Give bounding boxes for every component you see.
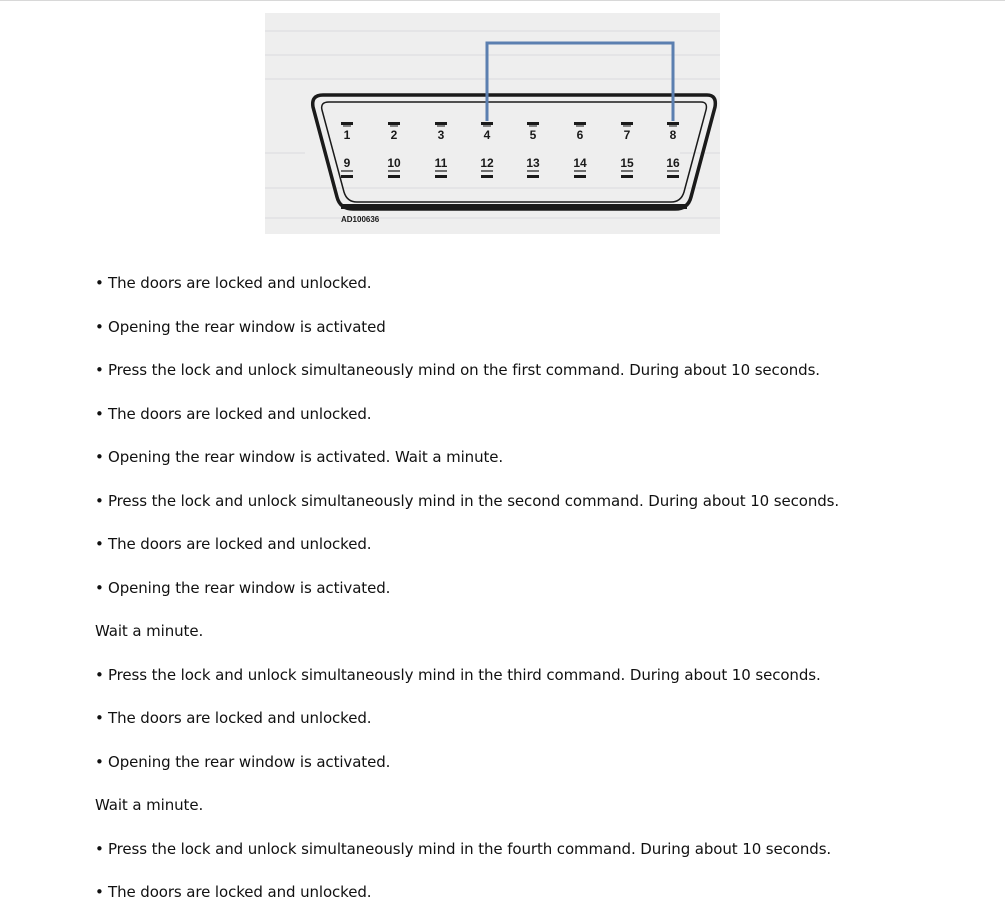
pin-7 xyxy=(621,122,633,142)
bullet-marker: • xyxy=(95,404,104,423)
line-text: Opening the rear window is activated. Wait a minute. xyxy=(108,448,504,466)
pin-4 xyxy=(481,122,493,142)
bullet-marker: • xyxy=(95,317,104,336)
pin-contact xyxy=(667,175,679,178)
pin-9 xyxy=(341,156,353,178)
pin-contact xyxy=(667,122,679,125)
obd-connector-diagram xyxy=(265,13,720,234)
bullet-item xyxy=(95,448,503,466)
connector-svg xyxy=(265,13,720,234)
pin-contact xyxy=(481,175,493,178)
pin-contact xyxy=(388,122,400,125)
pin-6 xyxy=(574,122,586,142)
bullet-item xyxy=(95,492,839,510)
line-text: The doors are locked and unlocked. xyxy=(108,274,372,292)
pin-14 xyxy=(573,156,587,178)
line-text: Press the lock and unlock simultaneously mind in the fourth command. During about 10 seconds. xyxy=(108,839,832,858)
bullet-marker: • xyxy=(95,448,104,466)
line-text: Wait a minute. xyxy=(95,622,204,640)
bullet-marker: • xyxy=(95,274,104,292)
bullet-marker: • xyxy=(95,361,104,379)
line-text: The doors are locked and unlocked. xyxy=(108,883,372,901)
line-text: Press the lock and unlock simultaneously mind on the first command. During about 10 seconds. xyxy=(108,361,820,379)
pin-13 xyxy=(526,156,540,178)
pin-contact xyxy=(388,175,400,178)
bullet-marker: • xyxy=(95,883,104,901)
pin-label: 13 xyxy=(526,156,540,170)
pin-3 xyxy=(435,122,447,142)
bullet-item xyxy=(95,840,831,858)
line-text: Wait a minute. xyxy=(95,796,204,814)
connector-inner-shell xyxy=(322,102,707,202)
bullet-marker: • xyxy=(95,665,104,684)
bullet-item xyxy=(95,274,371,292)
bullet-item xyxy=(95,535,371,553)
bullet-marker: • xyxy=(95,752,104,771)
bullet-item xyxy=(95,579,390,597)
pin-16 xyxy=(666,156,680,178)
bullet-item xyxy=(95,666,821,684)
pin-label: 3 xyxy=(437,128,445,142)
pin-contact xyxy=(481,122,493,125)
pin-2 xyxy=(388,122,400,142)
pin-label: 15 xyxy=(620,156,634,170)
pin-label: 16 xyxy=(666,156,680,170)
pin-label: 4 xyxy=(483,128,491,142)
bullet-item xyxy=(95,318,386,336)
pin-contact xyxy=(341,122,353,125)
pin-15 xyxy=(620,156,634,178)
line-text: Opening the rear window is activated. xyxy=(108,752,391,771)
paragraph-line xyxy=(95,622,203,640)
line-text: The doors are locked and unlocked. xyxy=(108,535,372,553)
bullet-item xyxy=(95,753,390,771)
page-top-border xyxy=(0,0,1005,1)
connector-flange xyxy=(341,204,687,209)
pin-contact xyxy=(574,122,586,125)
connector-outer-shell xyxy=(313,95,716,209)
pin-contact xyxy=(435,122,447,125)
pin-8 xyxy=(667,122,679,142)
bullet-item xyxy=(95,405,371,423)
bullet-marker: • xyxy=(95,491,104,510)
pin-contact xyxy=(435,175,447,178)
pin-label: 10 xyxy=(387,156,401,170)
line-text: The doors are locked and unlocked. xyxy=(108,709,372,727)
line-text: Opening the rear window is activated. xyxy=(108,578,391,597)
bullet-item xyxy=(95,883,371,901)
pin-12 xyxy=(480,156,494,178)
paragraph-line xyxy=(95,796,203,814)
pin-label: 7 xyxy=(623,128,631,142)
line-text: The doors are locked and unlocked. xyxy=(108,404,372,423)
pin-contact xyxy=(527,175,539,178)
pin-label: 11 xyxy=(434,156,448,170)
bullet-marker: • xyxy=(95,839,104,858)
pin-5 xyxy=(527,122,539,142)
bullet-marker: • xyxy=(95,535,104,553)
pin-group xyxy=(341,122,680,178)
pin-11 xyxy=(435,156,448,178)
pin-label: 9 xyxy=(343,156,351,170)
pin-contact xyxy=(621,122,633,125)
pin-label: 14 xyxy=(573,156,587,170)
bullet-item xyxy=(95,709,371,727)
pin-label: 5 xyxy=(529,128,537,142)
pin-label: 6 xyxy=(576,128,584,142)
bullet-marker: • xyxy=(95,709,104,727)
pin-10 xyxy=(387,156,401,178)
line-text: Opening the rear window is activated xyxy=(108,317,386,336)
pin-contact xyxy=(574,175,586,178)
pin-contact xyxy=(341,175,353,178)
line-text: Press the lock and unlock simultaneously mind in the third command. During about 10 seconds. xyxy=(108,665,821,684)
pin-contact xyxy=(527,122,539,125)
pin-label: 12 xyxy=(480,156,494,170)
pin-label: 1 xyxy=(343,128,351,142)
diagram-code: AD100636 xyxy=(341,215,380,224)
bullet-item xyxy=(95,361,820,379)
pin-1 xyxy=(341,122,353,142)
pin-label: 2 xyxy=(390,128,398,142)
bullet-marker: • xyxy=(95,578,104,597)
pin-contact xyxy=(621,175,633,178)
line-text: Press the lock and unlock simultaneously mind in the second command. During about 10 seconds. xyxy=(108,491,840,510)
pin-label: 8 xyxy=(669,128,677,142)
